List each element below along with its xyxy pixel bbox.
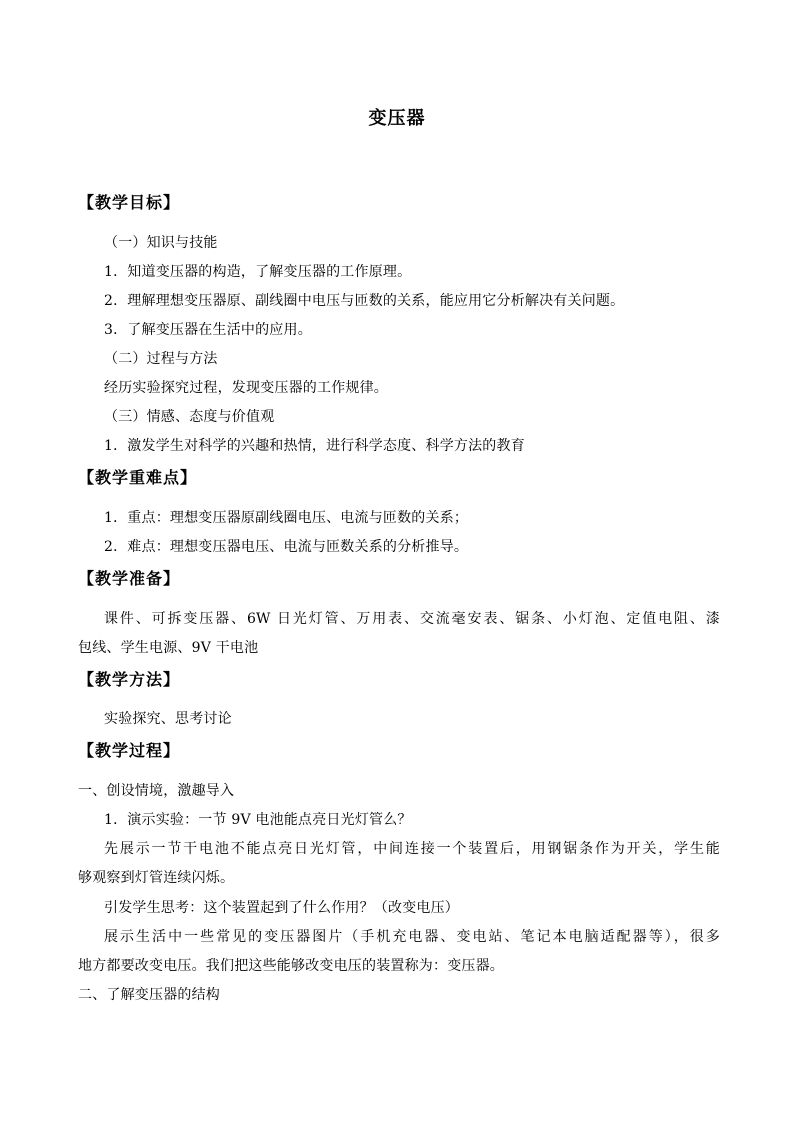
objective-item-4: 1．激发学生对科学的兴趣和热情，进行科学态度、科学方法的教育 [104,438,525,454]
process-demo-question: 1．演示实验：一节 9V 电池能点亮日光灯管么？ [104,812,412,828]
page-title: 变压器 [368,108,426,129]
key-point-item-2: 2．难点：理想变压器电压、电流与匝数关系的分析推导。 [104,539,469,555]
objective-item-3: 3．了解变压器在生活中的应用。 [104,322,312,338]
process-paragraph-2: 引发学生思考：这个装置起到了什么作用？（改变电压） [104,900,459,916]
process-paragraph-3-line-1: 展示生活中一些常见的变压器图片（手机充电器、变电站、笔记本电脑适配器等），很多 [104,929,720,945]
subheading-knowledge-skills: （一）知识与技能 [104,235,218,251]
methods-text: 实验探究、思考讨论 [104,711,232,727]
section-heading-preparation: 【教学准备】 [78,569,181,588]
subheading-emotion-values: （三）情感、态度与价值观 [104,409,275,425]
process-part-2-title: 二、了解变压器的结构 [78,987,220,1003]
section-heading-objectives: 【教学目标】 [78,193,181,212]
key-point-item-1: 1．重点：理想变压器原副线圈电压、电流与匝数的关系； [104,510,469,526]
section-heading-methods: 【教学方法】 [78,670,181,689]
objective-item-2: 2．理解理想变压器原、副线圈中电压与匝数的关系，能应用它分析解决有关问题。 [104,293,625,309]
preparation-line-1: 课件、可拆变压器、6W 日光灯管、万用表、交流毫安表、锯条、小灯泡、定值电阻、漆 [104,611,720,627]
section-heading-process: 【教学过程】 [78,741,181,760]
process-paragraph-1-line-1: 先展示一节干电池不能点亮日光灯管，中间连接一个装置后，用钢锯条作为开关，学生能 [104,841,720,857]
section-heading-key-points: 【教学重难点】 [78,468,198,487]
process-part-1-title: 一、创设情境，激趣导入 [78,783,235,799]
objective-item-1: 1．知道变压器的构造，了解变压器的工作原理。 [104,264,412,280]
preparation-line-2: 包线、学生电源、9V 干电池 [78,640,259,656]
process-paragraph-1-line-2: 够观察到灯管连续闪烁。 [78,870,235,886]
subheading-process-methods: （二）过程与方法 [104,351,218,367]
process-paragraph-3-line-2: 地方都要改变电压。我们把这些能够改变电压的装置称为：变压器。 [78,958,504,974]
process-methods-text: 经历实验探究过程，发现变压器的工作规律。 [104,380,388,396]
